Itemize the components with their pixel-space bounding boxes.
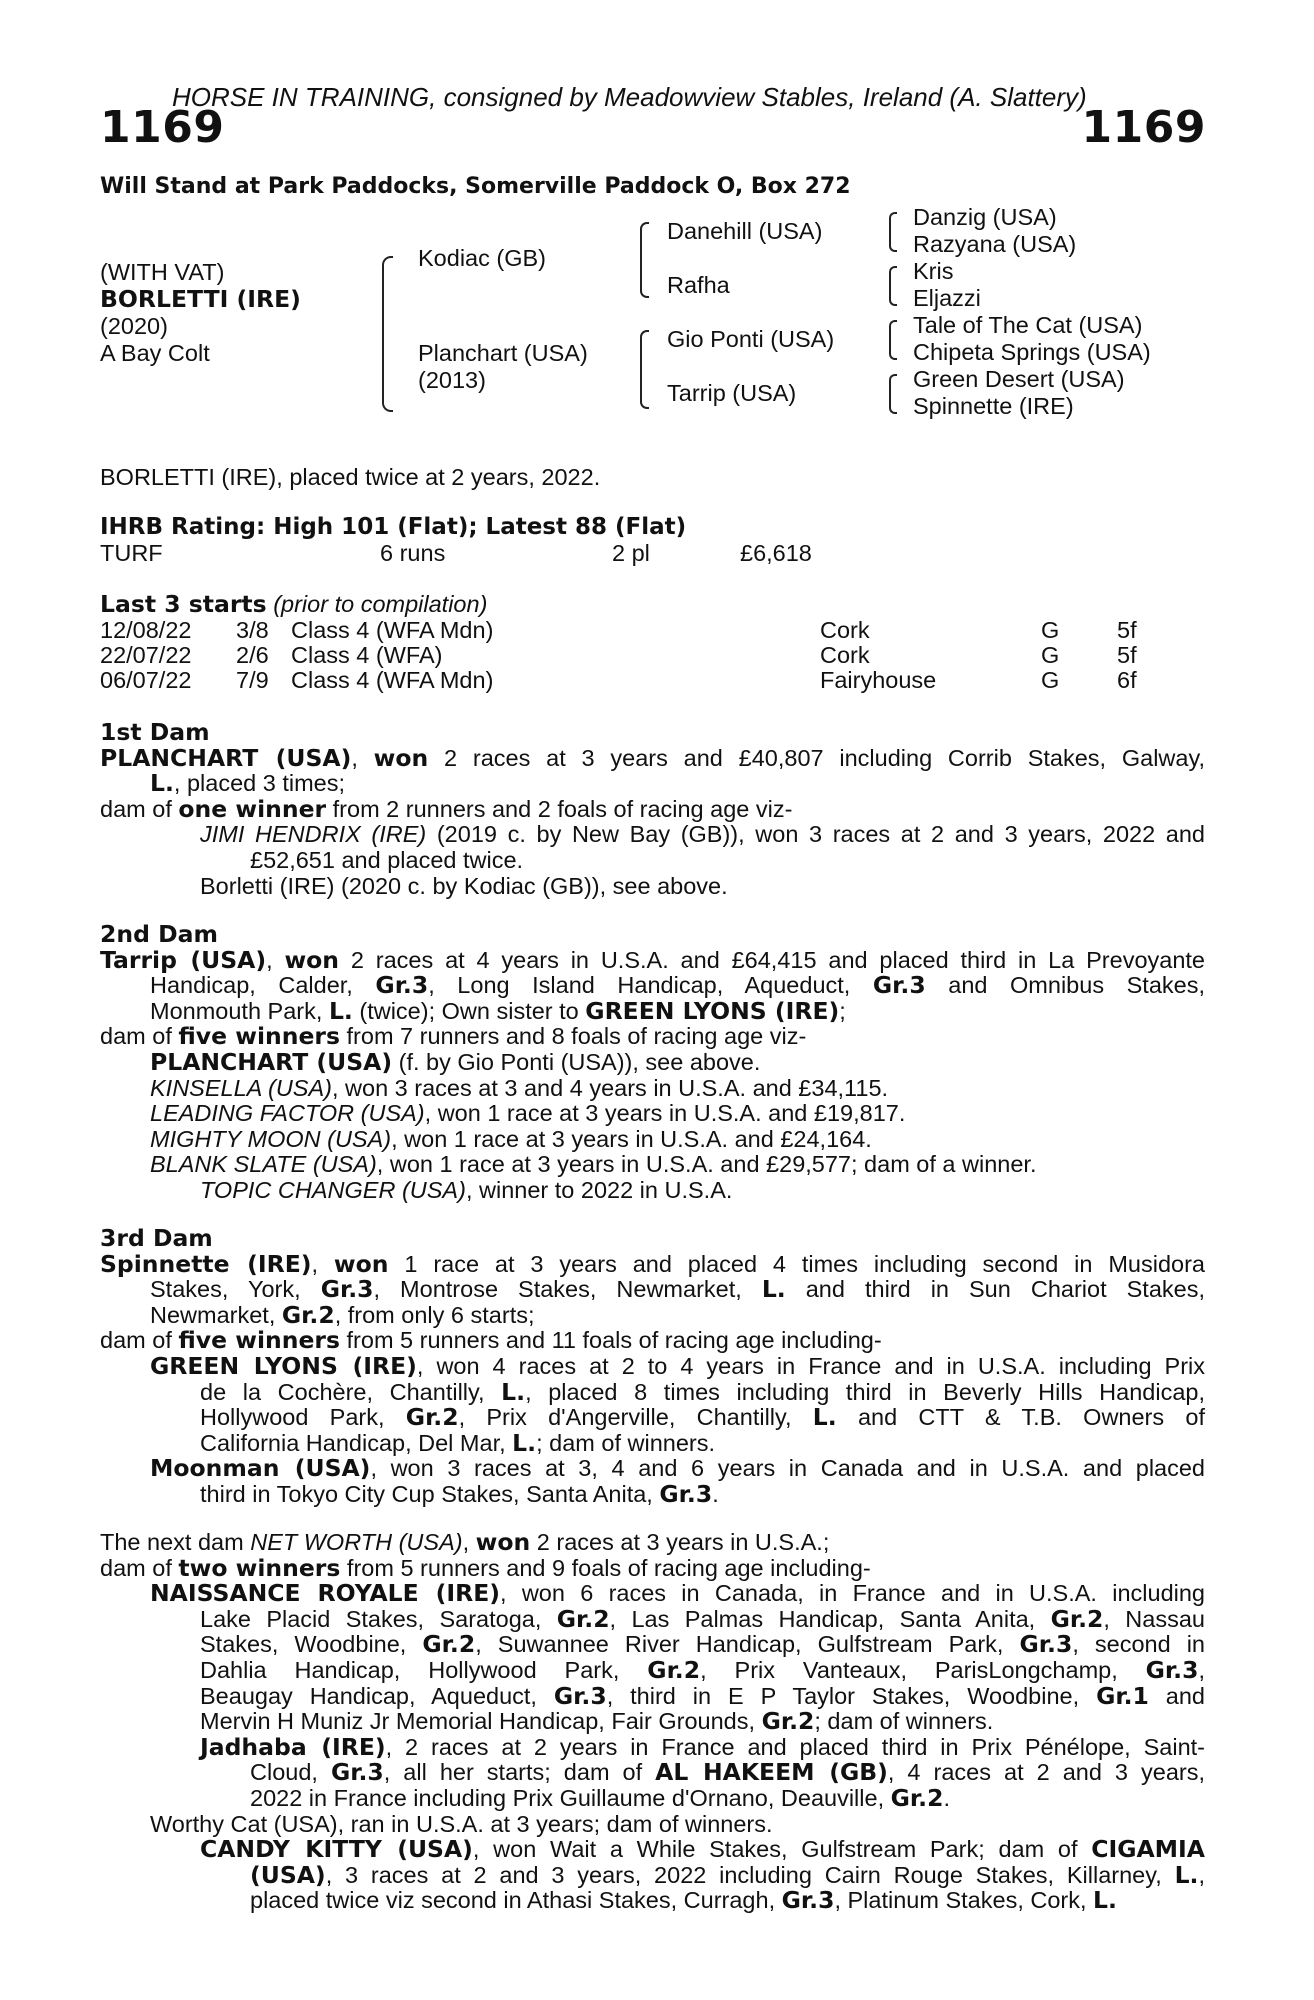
start-race: Class 4 (WFA) <box>291 642 443 668</box>
text-run: 2 races at 4 years in U.S.A. and £64,415 and placed third in La Prevoyante <box>339 946 1206 973</box>
italic-text: BLANK SLATE (USA) <box>150 1151 377 1178</box>
third-dam-heading: 3rd Dam <box>100 1224 213 1252</box>
text-run: , placed 3 times; <box>173 770 346 797</box>
text-run: and Omnibus Stakes, <box>925 972 1205 999</box>
first-dam-section <box>100 720 1205 899</box>
bold-text: Gr.3 <box>1019 1630 1073 1659</box>
text-run: and <box>1148 1682 1206 1709</box>
first-dam-line <box>100 771 1205 797</box>
next-dam-line <box>100 1783 1205 1812</box>
horse-description: A Bay Colt <box>100 340 210 366</box>
text-run: , won 1 race at 3 years in U.S.A. and £29,577; dam of a winner. <box>376 1151 1037 1178</box>
bold-text: Gr.3 <box>553 1681 607 1710</box>
text-run: £52,651 and placed twice. <box>250 846 524 873</box>
bold-text: Gr.1 <box>1096 1681 1149 1710</box>
text-run: Monmouth Park, <box>150 997 329 1024</box>
text-run: , 4 races at 2 and 3 years, <box>887 1759 1205 1786</box>
bold-text: Gr.2 <box>761 1707 815 1736</box>
text-run: , <box>311 1250 334 1277</box>
bold-text: L. <box>812 1403 837 1432</box>
dam: Planchart (USA) <box>418 340 588 366</box>
text-run: ; dam of winners. <box>814 1708 994 1735</box>
ggs-4: Eljazzi <box>913 285 981 311</box>
text-run: (2019 c. by New Bay (GB)), won 3 races at 2 and 3 years, 2022 and <box>426 821 1205 848</box>
third-dam-line <box>100 1351 1205 1380</box>
text-run: , won 1 race at 3 years in U.S.A. and £19,817. <box>424 1100 906 1127</box>
text-run: , Las Palmas Handicap, Santa Anita, <box>609 1605 1051 1632</box>
bold-text: Spinnette (IRE) <box>100 1249 312 1278</box>
next-dam-line <box>100 1732 1206 1761</box>
bold-text: L. <box>501 1377 526 1406</box>
bold-text: Gr.3 <box>659 1479 713 1508</box>
bold-text: L. <box>328 996 353 1025</box>
bold-text: Gr.3 <box>872 971 926 1000</box>
bold-text: Gr.2 <box>556 1604 610 1633</box>
brace-4 <box>889 374 897 414</box>
first-dam-line <box>100 743 1205 772</box>
bold-text: two winners <box>178 1553 341 1582</box>
start-position: 3/8 <box>236 617 269 643</box>
next-dam-section <box>100 1530 1205 1914</box>
text-run: Borletti (IRE) (2020 c. by Kodiac (GB)), see above. <box>200 872 728 899</box>
italic-text: KINSELLA (USA) <box>150 1074 332 1101</box>
third-dam-line <box>100 1456 1205 1482</box>
next-dam-line <box>100 1581 1205 1607</box>
third-dam-line <box>100 1249 1205 1278</box>
ggs-7: Green Desert (USA) <box>913 366 1125 392</box>
start-date: 06/07/22 <box>100 667 192 693</box>
last-starts-heading <box>100 592 487 618</box>
next-dam-line <box>100 1860 1205 1889</box>
next-dam-line <box>100 1530 1205 1556</box>
text-run: and third in Sun Chariot Stakes, <box>785 1276 1205 1303</box>
text-run: dam of <box>100 1554 179 1581</box>
third-dam-line <box>100 1377 1205 1406</box>
bold-text: NAISSANCE ROYALE (IRE) <box>150 1579 501 1608</box>
rating-surface: TURF <box>100 540 163 566</box>
brace-1 <box>889 212 897 252</box>
bold-text: Gr.2 <box>890 1783 944 1812</box>
rating-earnings: £6,618 <box>740 540 812 566</box>
text-run: Mervin H Muniz Jr Memorial Handicap, Fair Grounds, <box>200 1708 762 1735</box>
text-run: from 2 runners and 2 foals of racing age viz- <box>326 795 793 822</box>
bold-text: Gr.3 <box>781 1886 835 1915</box>
bold-text: Gr.3 <box>1145 1655 1199 1684</box>
start-course: Fairyhouse <box>820 667 937 693</box>
second-dam-section <box>100 922 1205 1204</box>
text-run: , winner to 2022 in U.S.A. <box>465 1176 733 1203</box>
italic-text: MIGHTY MOON (USA) <box>150 1125 392 1152</box>
second-dam-line <box>100 1101 1205 1127</box>
text-run: Stakes, York, <box>150 1276 321 1303</box>
dam-sire: Gio Ponti (USA) <box>667 326 835 352</box>
next-dam-line <box>100 1632 1205 1658</box>
bold-text: CIGAMIA <box>1091 1835 1205 1864</box>
sire-brace <box>640 222 649 298</box>
text-run: (f. by Gio Ponti (USA)), see above. <box>392 1048 761 1075</box>
text-run: , all her starts; dam of <box>383 1759 656 1786</box>
text-run: (twice); Own sister to <box>352 997 586 1024</box>
text-run: 2022 in France including Prix Guillaume d'Ornano, Deauville, <box>250 1784 891 1811</box>
start-going: G <box>1041 667 1060 693</box>
text-run: Hollywood Park, <box>200 1404 406 1431</box>
text-run: . <box>712 1480 719 1507</box>
start-race: Class 4 (WFA Mdn) <box>291 667 494 693</box>
third-dam-line <box>100 1479 1205 1508</box>
last-starts-title: Last 3 starts <box>100 590 267 618</box>
text-run: 2 races at 3 years and £40,807 including Corrib Stakes, Galway, <box>428 744 1205 771</box>
start-distance: 6f <box>1117 667 1137 693</box>
text-run: , third in E P Taylor Stakes, Woodbine, <box>606 1682 1097 1709</box>
ggs-5: Tale of The Cat (USA) <box>913 312 1143 338</box>
third-dam-line <box>100 1405 1205 1431</box>
dam-dam: Tarrip (USA) <box>667 380 797 406</box>
bold-text: Moonman (USA) <box>150 1454 371 1483</box>
next-dam-line <box>100 1812 1205 1838</box>
start-position: 2/6 <box>236 642 269 668</box>
next-dam-line <box>100 1760 1205 1786</box>
text-run: , Nassau <box>1103 1605 1205 1632</box>
bold-text: won <box>373 743 429 772</box>
text-run: , <box>1198 1861 1205 1888</box>
text-run: , Prix d'Angerville, Chantilly, <box>458 1404 813 1431</box>
text-run: , 3 races at 2 and 3 years, 2022 including Cairn Rouge Stakes, Killarney, <box>325 1861 1175 1888</box>
text-run: Stakes, Woodbine, <box>200 1631 423 1658</box>
start-date: 12/08/22 <box>100 617 192 643</box>
lot-number-left: 1169 <box>100 102 225 153</box>
ggs-1: Danzig (USA) <box>913 204 1057 230</box>
text-run: , Montrose Stakes, Newmarket, <box>373 1276 762 1303</box>
text-run: dam of <box>100 1327 179 1354</box>
text-run: , won 6 races in Canada, in France and in U.S.A. including <box>500 1580 1206 1607</box>
bold-text: Gr.3 <box>375 971 429 1000</box>
text-run: Cloud, <box>250 1759 331 1786</box>
second-dam-line <box>100 1076 1205 1102</box>
race-summary: BORLETTI (IRE), placed twice at 2 years, 2022. <box>100 464 601 490</box>
next-dam-line <box>100 1553 1205 1582</box>
bold-text: GREEN LYONS (IRE) <box>585 996 840 1025</box>
dam-year: (2013) <box>418 367 486 393</box>
bold-text: Gr.3 <box>320 1275 374 1304</box>
text-run: , Platinum Stakes, Cork, <box>834 1887 1094 1914</box>
bold-text: won <box>284 945 340 974</box>
ggs-6: Chipeta Springs (USA) <box>913 339 1151 365</box>
bold-text: Jadhaba (IRE) <box>200 1732 386 1761</box>
text-run: , <box>266 946 285 973</box>
bold-text: one winner <box>178 794 327 823</box>
text-run: , won Wait a While Stakes, Gulfstream Park; dam of <box>472 1836 1092 1863</box>
text-run: dam of <box>100 795 179 822</box>
text-run: dam of <box>100 1023 179 1050</box>
text-run: , won 4 races at 2 to 4 years in France and in U.S.A. including Prix <box>416 1352 1205 1379</box>
start-going: G <box>1041 617 1060 643</box>
text-run: 2 races at 3 years in U.S.A.; <box>530 1529 830 1555</box>
italic-text: TOPIC CHANGER (USA) <box>200 1176 466 1203</box>
ggs-2: Razyana (USA) <box>913 231 1077 257</box>
bold-text: PLANCHART (USA) <box>150 1047 393 1076</box>
dam-brace <box>640 330 649 409</box>
text-run: placed twice viz second in Athasi Stakes, Curragh, <box>250 1887 782 1914</box>
second-dam-line <box>100 996 1205 1025</box>
horse-name: BORLETTI (IRE) <box>100 285 301 313</box>
next-dam-line <box>100 1709 1205 1735</box>
bold-text: L. <box>1093 1886 1117 1915</box>
next-dam-line <box>100 1837 1205 1863</box>
text-run: , won 1 race at 3 years in U.S.A. and £24,164. <box>391 1125 872 1152</box>
text-run: third in Tokyo City Cup Stakes, Santa Anita, <box>200 1480 660 1507</box>
next-dam-line <box>100 1681 1206 1710</box>
italic-text: NET WORTH (USA) <box>250 1529 463 1555</box>
italic-text: LEADING FACTOR (USA) <box>150 1100 425 1127</box>
text-run: ; <box>839 997 846 1024</box>
bold-text: Gr.3 <box>330 1758 384 1787</box>
text-run: from 7 runners and 8 foals of racing age viz- <box>339 1023 807 1050</box>
first-dam-line <box>100 848 1205 874</box>
next-dam-line <box>100 1655 1205 1684</box>
text-run: from 5 runners and 11 foals of racing age including- <box>339 1327 882 1354</box>
bold-text: Gr.2 <box>281 1300 335 1329</box>
bold-text: L. <box>512 1428 537 1457</box>
text-run: Dahlia Handicap, Hollywood Park, <box>200 1656 648 1683</box>
bold-text: five winners <box>178 1022 340 1051</box>
text-run: Newmarket, <box>150 1301 282 1328</box>
start-position: 7/9 <box>236 667 269 693</box>
second-dam-line <box>100 1152 1205 1178</box>
bold-text: L. <box>761 1275 786 1304</box>
third-dam-line <box>100 1328 1205 1354</box>
first-dam-heading: 1st Dam <box>100 718 210 746</box>
bold-text: L. <box>1174 1860 1199 1889</box>
start-going: G <box>1041 642 1060 668</box>
text-run: , won 3 races at 3, 4 and 6 years in Canada and in U.S.A. and placed <box>370 1455 1206 1482</box>
start-course: Cork <box>820 642 870 668</box>
brace-2 <box>889 266 897 306</box>
horse-year: (2020) <box>100 313 168 339</box>
first-dam-line <box>100 794 1205 823</box>
second-dam-line <box>100 945 1206 974</box>
bold-text: Gr.2 <box>405 1403 459 1432</box>
text-run: , <box>1198 1656 1205 1683</box>
text-run: from 5 runners and 9 foals of racing age including- <box>340 1554 871 1581</box>
bold-text: won <box>333 1249 389 1278</box>
rating-title: IHRB Rating: High 101 (Flat); Latest 88 (Flat) <box>100 514 687 540</box>
first-dam-line <box>100 874 1205 900</box>
text-run: . <box>943 1784 950 1811</box>
text-run: California Handicap, Del Mar, <box>200 1429 513 1456</box>
start-distance: 5f <box>1117 617 1137 643</box>
text-run: , <box>351 744 374 771</box>
start-date: 22/07/22 <box>100 642 192 668</box>
italic-text: JIMI HENDRIX (IRE) <box>200 821 427 848</box>
next-dam-line <box>100 1604 1205 1633</box>
sire-sire: Danehill (USA) <box>667 218 823 244</box>
bold-text: CANDY KITTY (USA) <box>200 1835 473 1864</box>
bold-text: Gr.2 <box>1050 1604 1104 1633</box>
second-dam-line <box>100 1047 1205 1076</box>
ggs-3: Kris <box>913 258 954 284</box>
second-dam-line <box>100 1127 1205 1153</box>
start-course: Cork <box>820 617 870 643</box>
start-distance: 5f <box>1117 642 1137 668</box>
consignment-line: HORSE IN TRAINING, consigned by Meadowview Stables, Ireland (A. Slattery) <box>172 82 1087 112</box>
text-run: , Prix Vanteaux, ParisLongchamp, <box>700 1656 1146 1683</box>
second-dam-line <box>100 973 1205 999</box>
third-dam-line <box>100 1428 1205 1457</box>
third-dam-section <box>100 1226 1205 1508</box>
text-run: Worthy Cat (USA), ran in U.S.A. at 3 years; dam of winners. <box>150 1810 773 1837</box>
rating-placed: 2 pl <box>612 540 650 566</box>
text-run: The next dam <box>100 1529 251 1555</box>
text-run: and CTT & T.B. Owners of <box>836 1404 1205 1431</box>
second-dam-line <box>100 1024 1205 1050</box>
brace-3 <box>889 320 897 360</box>
text-run: , Long Island Handicap, Aqueduct, <box>428 972 873 999</box>
text-run: , Suwannee River Handicap, Gulfstream Park, <box>475 1631 1020 1658</box>
text-run: Handicap, Calder, <box>150 972 376 999</box>
first-dam-line <box>100 822 1205 848</box>
bold-text: Tarrip (USA) <box>100 945 267 974</box>
pedigree-brace <box>382 256 393 412</box>
bold-text: won <box>475 1528 531 1556</box>
text-run: , placed 8 times including third in Beverly Hills Handicap, <box>525 1378 1205 1405</box>
bold-text: GREEN LYONS (IRE) <box>150 1351 417 1380</box>
second-dam-line <box>100 1178 1205 1204</box>
bold-text: PLANCHART (USA) <box>100 743 352 772</box>
text-run: 1 race at 3 years and placed 4 times including second in Musidora <box>388 1250 1205 1277</box>
ggs-8: Spinnette (IRE) <box>913 393 1074 419</box>
text-run: Lake Placid Stakes, Saratoga, <box>200 1605 557 1632</box>
stand-location: Will Stand at Park Paddocks, Somerville Paddock O, Box 272 <box>100 174 851 199</box>
second-dam-heading: 2nd Dam <box>100 920 218 948</box>
vat-label: (WITH VAT) <box>100 259 225 285</box>
bold-text: AL HAKEEM (GB) <box>655 1758 888 1787</box>
sire-dam: Rafha <box>667 272 730 298</box>
text-run: de la Cochère, Chantilly, <box>200 1378 502 1405</box>
third-dam-line <box>100 1300 1205 1329</box>
lot-number-right: 1169 <box>1081 102 1206 153</box>
text-run: , won 3 races at 3 and 4 years in U.S.A. and £34,115. <box>331 1074 889 1101</box>
bold-text: L. <box>150 769 174 798</box>
next-dam-line <box>100 1888 1205 1914</box>
rating-runs: 6 runs <box>380 540 446 566</box>
bold-text: Gr.2 <box>647 1655 701 1684</box>
bold-text: (USA) <box>250 1860 326 1889</box>
text-run: , <box>462 1529 476 1555</box>
bold-text: Gr.2 <box>422 1630 476 1659</box>
text-run: ; dam of winners. <box>536 1429 716 1456</box>
text-run: , 2 races at 2 years in France and placed third in Prix Pénélope, Saint- <box>385 1733 1206 1760</box>
third-dam-line <box>100 1277 1205 1303</box>
text-run: , second in <box>1072 1631 1205 1658</box>
text-run: Beaugay Handicap, Aqueduct, <box>200 1682 554 1709</box>
last-starts-note: (prior to compilation) <box>273 591 488 617</box>
start-race: Class 4 (WFA Mdn) <box>291 617 494 643</box>
bold-text: five winners <box>178 1326 340 1355</box>
text-run: , from only 6 starts; <box>334 1301 535 1328</box>
sire: Kodiac (GB) <box>418 245 546 271</box>
